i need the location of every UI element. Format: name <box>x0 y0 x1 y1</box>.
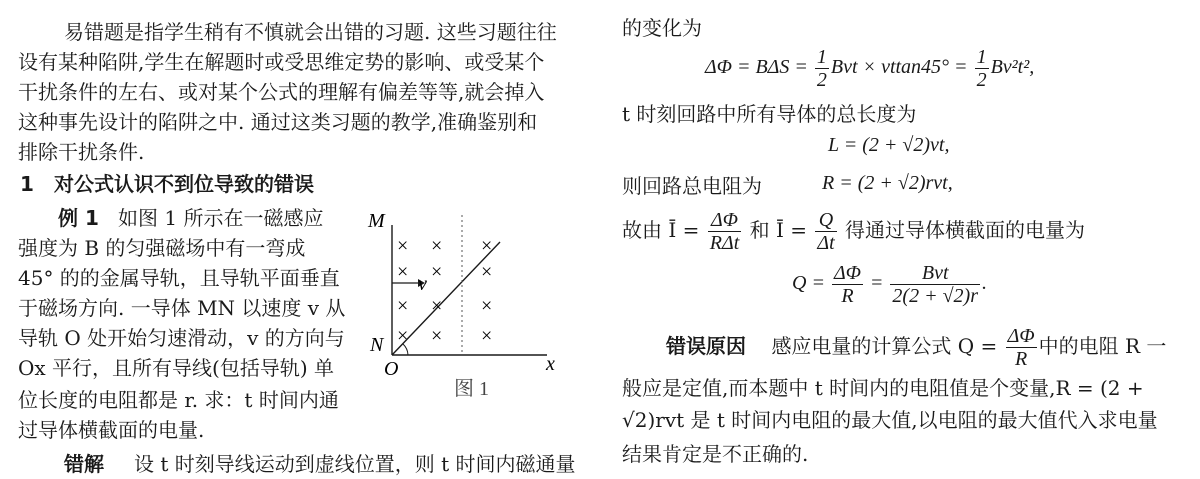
reason-text-line: 结果肯定是不正确的. <box>622 442 809 466</box>
label-O: O <box>384 358 399 380</box>
eq-part: ΔΦ = BΔS = <box>705 56 813 78</box>
eq-part: Bv²t², <box>990 56 1035 78</box>
example-line: Ox 平行，且所有导线(包括导轨) 单 <box>18 356 334 380</box>
text-part: 得通过导体横截面的电量为 <box>845 218 1085 242</box>
intro-line: 排除干扰条件. <box>18 140 145 164</box>
figure-caption: 图 1 <box>454 378 489 400</box>
field-mark: × <box>431 235 443 257</box>
equation-charge <box>792 260 987 307</box>
field-mark: × <box>397 261 409 283</box>
denominator: R <box>1015 348 1028 370</box>
denominator: RΔt <box>709 232 740 254</box>
label-x: x <box>546 353 555 375</box>
text-line-formula <box>622 207 1085 254</box>
field-mark: × <box>481 235 493 257</box>
intro-line: 易错题是指学生稍有不慎就会出错的习题. 这些习题往往 <box>64 20 557 44</box>
fraction <box>832 262 863 307</box>
text-part: 感应电量的计算公式 Q = <box>771 334 1004 358</box>
field-mark: × <box>481 295 493 317</box>
eq-part: Q = <box>792 272 830 294</box>
equation-resistance: R = (2 + √2)rvt, <box>822 172 953 194</box>
reason-line <box>666 323 1166 370</box>
eq-part: . <box>982 272 987 294</box>
section-number: 1 <box>20 172 34 196</box>
field-mark: × <box>397 325 409 347</box>
label-v: v <box>418 273 427 295</box>
text-part: 和 Ī = <box>749 218 814 242</box>
denominator: 2(2 + √2)r <box>892 284 978 307</box>
numerator: ΔΦ <box>708 209 742 232</box>
example-line: 于磁场方向. 一导体 MN 以速度 v 从 <box>18 296 346 320</box>
numerator: 1 <box>816 45 827 68</box>
field-mark: × <box>431 295 443 317</box>
text-line: 的变化为 <box>622 16 702 40</box>
intro-line: 设有某种陷阱,学生在解题时或受思维定势的影响、或受某个 <box>18 50 545 74</box>
intro-line: 这种事先设计的陷阱之中. 通过这类习题的教学,准确鉴别和 <box>18 110 538 134</box>
numerator: Bvt <box>890 262 980 285</box>
denominator: Δt <box>817 232 835 254</box>
equation-length: L = (2 + √2)vt, <box>828 134 950 156</box>
field-mark: × <box>397 235 409 257</box>
label-N: N <box>370 334 384 356</box>
field-marks <box>397 235 492 347</box>
denominator: 2 <box>976 68 987 91</box>
text-part: 故由 Ī = <box>622 218 706 242</box>
numerator: Q <box>815 209 836 232</box>
example-line: 过导体横截面的电量. <box>18 418 205 442</box>
example-line: 位长度的电阻都是 r. 求：t 时间内通 <box>18 388 339 412</box>
fraction <box>708 209 742 254</box>
example-label: 例 1 <box>58 206 99 230</box>
equation-flux <box>705 44 1034 91</box>
fraction <box>815 209 836 254</box>
field-mark: × <box>431 261 443 283</box>
numerator: ΔΦ <box>1007 325 1035 347</box>
reason-label: 错误原因 <box>666 334 746 358</box>
denominator: 2 <box>816 68 827 91</box>
fraction <box>1006 325 1037 370</box>
field-mark: × <box>481 325 493 347</box>
text-line: t 时刻回路中所有导体的总长度为 <box>622 102 917 126</box>
example-line: 导轨 O 处开始匀速滑动，v 的方向与 <box>18 326 345 350</box>
fraction <box>815 46 829 91</box>
eq-part: Bvt × vttan45° = <box>830 56 973 78</box>
denominator: R <box>841 284 854 307</box>
example-line: 45° 的的金属导轨，且导轨平面垂直 <box>18 266 340 290</box>
wrong-solution-text: 设 t 时刻导线运动到虚线位置，则 t 时间内磁通量 <box>134 452 576 476</box>
fraction <box>975 46 989 91</box>
example-line: 强度为 B 的匀强磁场中有一弯成 <box>18 236 306 260</box>
figure-diagram <box>362 205 572 400</box>
numerator: 1 <box>976 45 987 68</box>
eq-part: = <box>864 272 889 294</box>
intro-line: 干扰条件的左右、或对某个公式的理解有偏差等等,就会掉入 <box>18 80 545 104</box>
numerator: ΔΦ <box>833 261 861 284</box>
text-part: 中的电阻 R 一 <box>1038 334 1167 358</box>
reason-text-line: 般应是定值,而本题中 t 时间内的电阻值是个变量,R = (2 + <box>622 376 1144 400</box>
field-mark: × <box>397 295 409 317</box>
field-mark: × <box>431 325 443 347</box>
text-line: 则回路总电阻为 <box>622 174 762 198</box>
fraction <box>890 262 980 307</box>
example-line: 如图 1 所示在一磁感应 <box>118 206 324 230</box>
wrong-solution-label: 错解 <box>64 452 104 476</box>
section-title: 对公式认识不到位导致的错误 <box>54 172 314 196</box>
label-M: M <box>368 210 385 232</box>
field-mark: × <box>481 261 493 283</box>
reason-text-line: √2)rvt 是 t 时间内电阻的最大值,以电阻的最大值代入求电量 <box>622 408 1158 432</box>
